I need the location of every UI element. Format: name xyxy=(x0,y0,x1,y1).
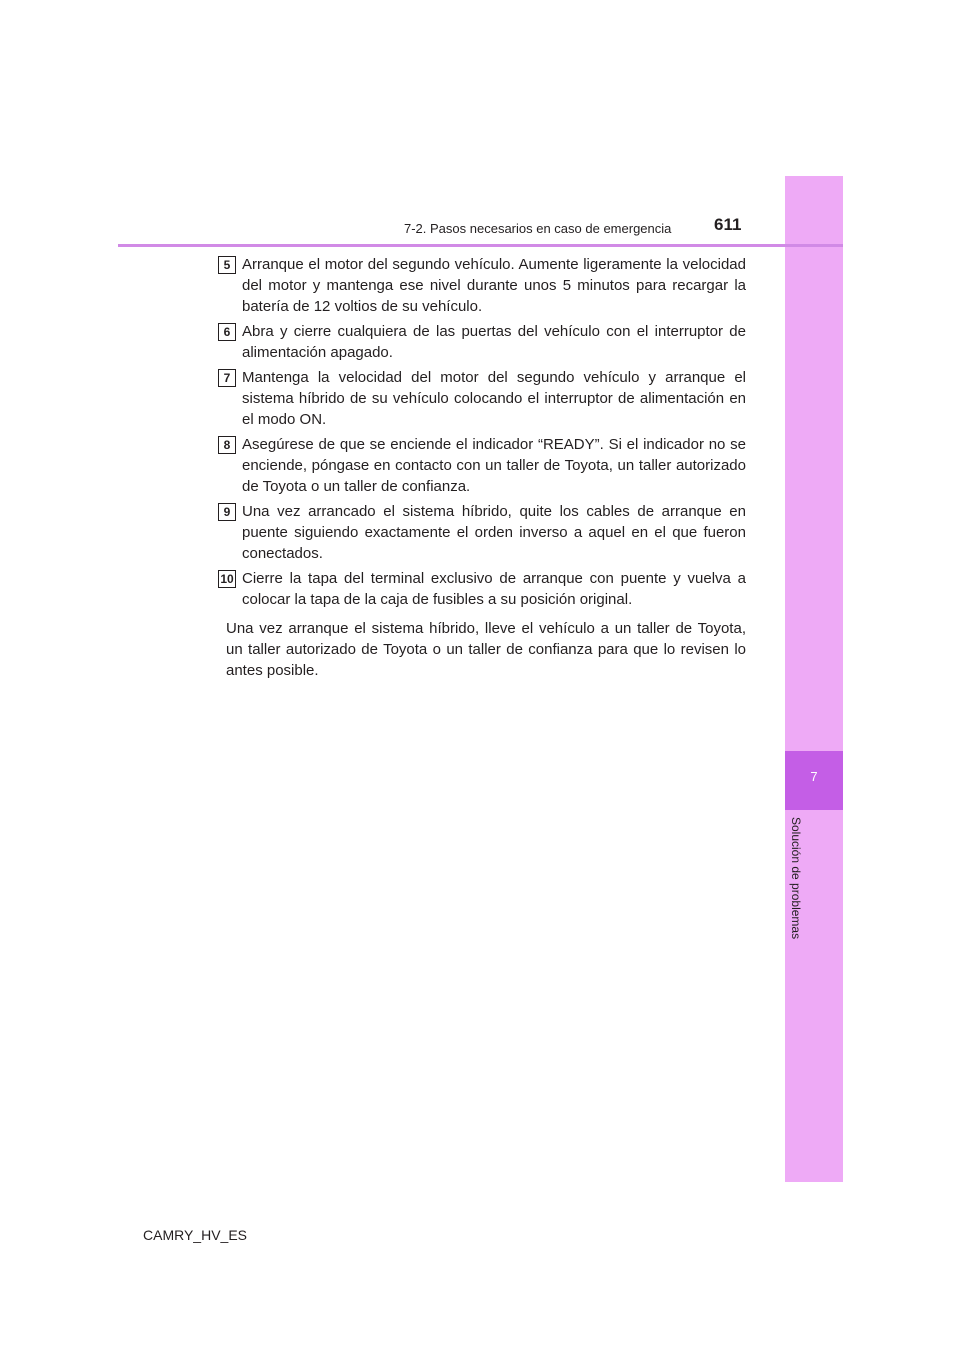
step-item xyxy=(218,367,746,430)
step-number-badge: 6 xyxy=(218,323,236,341)
step-number-badge: 7 xyxy=(218,369,236,387)
step-number-badge: 5 xyxy=(218,256,236,274)
header-rule xyxy=(118,244,843,247)
step-number-badge: 9 xyxy=(218,503,236,521)
step-item xyxy=(218,321,746,363)
closing-paragraph: Una vez arranque el sistema híbrido, lleve el vehículo a un taller de Toyota, un taller autorizado de Toyota o un taller de confianza para que lo revisen lo antes posible. xyxy=(226,620,746,679)
chapter-number: 7 xyxy=(810,769,818,784)
footer-model-code: CAMRY_HV_ES xyxy=(143,1227,248,1243)
step-text: Cierre la tapa del terminal exclusivo de arranque con puente y vuelva a colocar la tapa de la caja de fusibles a su posición original. xyxy=(242,570,746,608)
step-text: Abra y cierre cualquiera de las puertas del vehículo con el interruptor de alimentación apagado. xyxy=(242,323,746,361)
step-number-badge: 10 xyxy=(218,570,236,588)
step-item xyxy=(218,434,746,497)
step-item xyxy=(218,501,746,564)
section-title: 7-2. Pasos necesarios en caso de emergencia xyxy=(404,221,672,236)
step-text: Una vez arrancado el sistema híbrido, quite los cables de arranque en puente siguiendo exactamente el orden inverso a aquel en el que fueron conectados. xyxy=(242,503,746,562)
step-text: Mantenga la velocidad del motor del segundo vehículo y arranque el sistema híbrido de su vehículo colocando el interruptor de alimentación en el modo ON. xyxy=(242,369,746,428)
step-text: Arranque el motor del segundo vehículo. Aumente ligeramente la velocidad del motor y mantenga ese nivel durante unos 5 minutos para recargar la batería de 12 voltios de su vehículo. xyxy=(242,256,746,315)
page-number: 611 xyxy=(714,215,742,234)
chapter-title: Solución de problemas xyxy=(789,817,803,940)
chapter-side-tab xyxy=(785,176,843,1182)
step-text: Asegúrese de que se enciende el indicador “READY”. Si el indicador no se enciende, póngase en contacto con un taller de Toyota, un taller autorizado de Toyota o un taller de confianza. xyxy=(242,436,746,495)
step-number-badge: 8 xyxy=(218,436,236,454)
step-item xyxy=(218,568,746,610)
step-item xyxy=(218,254,746,317)
step-list xyxy=(218,254,746,614)
